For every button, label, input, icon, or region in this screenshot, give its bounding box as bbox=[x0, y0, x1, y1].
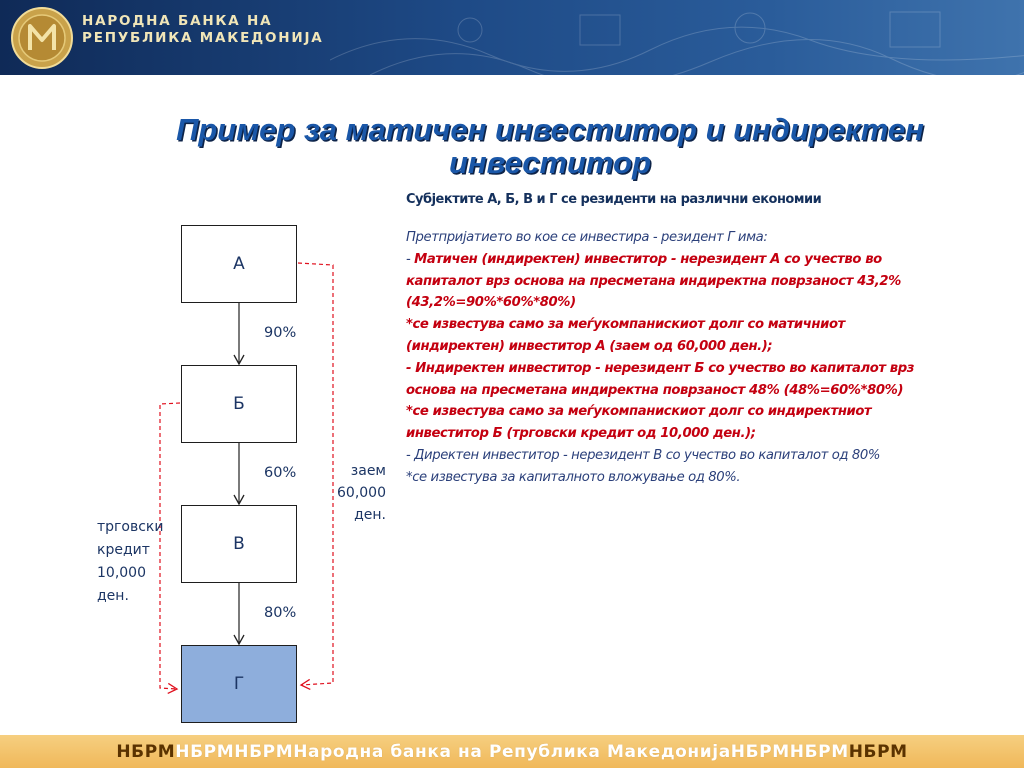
footer-abbr-4: НБРМ bbox=[730, 741, 790, 762]
text-line-1: Претпријатието во кое се инвестира - резидент Г има: bbox=[406, 230, 768, 245]
bank-name-line-2: РЕПУБЛИКА МАКЕДОНИЈА bbox=[82, 30, 324, 46]
text-line-2-dash: - bbox=[406, 251, 415, 267]
text-line-3: капиталот врз основа на пресметана индиректна поврзаност 43,2% bbox=[406, 273, 901, 289]
slide-title bbox=[140, 113, 960, 179]
slide-title-line-2: инвеститор bbox=[449, 145, 651, 180]
loan-label-line-1: заем bbox=[350, 463, 386, 479]
trade-credit-line-2: кредит bbox=[97, 542, 150, 558]
entity-box-a: А bbox=[181, 225, 297, 303]
entity-box-v: В bbox=[181, 505, 297, 583]
trade-credit-label bbox=[97, 516, 167, 608]
nbrm-logo-icon bbox=[10, 6, 74, 70]
loan-label-line-3: ден. bbox=[354, 507, 386, 523]
share-label-a-b: 90% bbox=[264, 325, 297, 341]
explanation-text bbox=[406, 227, 966, 489]
slide-title-line-1: Пример за матичен инвеститор и индиректен bbox=[176, 112, 924, 147]
footer-abbr-6: НБРМ bbox=[848, 741, 908, 762]
entity-box-b: Б bbox=[181, 365, 297, 443]
loan-label-line-2: 60,000 bbox=[337, 485, 386, 501]
loan-label bbox=[330, 460, 386, 526]
slide-subtitle: Субјектите А, Б, В и Г се резиденти на различни економии bbox=[406, 192, 822, 207]
text-line-9: *се известува само за меѓукомпанискиот долг со индиректниот bbox=[406, 404, 872, 420]
header-banner bbox=[0, 0, 1024, 75]
text-line-11: - Директен инвеститор - нерезидент В со учество во капиталот од 80% bbox=[406, 447, 880, 463]
text-line-10: инвеститор Б (трговски кредит од 10,000 ден.); bbox=[406, 426, 756, 442]
share-label-b-v: 60% bbox=[264, 465, 297, 481]
loan-dashed-arrow bbox=[298, 263, 333, 685]
text-line-5: *се известува само за меѓукомпанискиот долг со матичниот bbox=[406, 317, 845, 333]
entity-box-g: Г bbox=[181, 645, 297, 723]
text-line-8: основа на пресметана индиректна поврзаност 48% (48%=60%*80%) bbox=[406, 382, 904, 398]
footer-abbr-2: НБРМ bbox=[175, 741, 235, 762]
footer-abbr-1: НБРМ bbox=[116, 741, 176, 762]
text-line-6: (индиректен) инвеститор А (заем од 60,000 ден.); bbox=[406, 338, 773, 354]
text-line-7: - Индиректен инвеститор - нерезидент Б со учество во капиталот врз bbox=[406, 360, 915, 376]
share-label-v-g: 80% bbox=[264, 605, 297, 621]
trade-credit-line-3: 10,000 bbox=[97, 565, 146, 581]
text-line-2-main: Матичен (индиректен) инвеститор - нерезидент А со учество во bbox=[414, 251, 882, 267]
trade-credit-line-4: ден. bbox=[97, 588, 129, 604]
text-line-2 bbox=[406, 249, 966, 271]
footer-abbr-5: НБРМ bbox=[789, 741, 849, 762]
footer-abbr-3: НБРМ bbox=[234, 741, 294, 762]
trade-credit-line-1: трговски bbox=[97, 519, 164, 535]
footer-bank-name: Народна банка на Република Македонија bbox=[293, 741, 731, 762]
footer-banner bbox=[0, 735, 1024, 768]
text-line-12: *се известува за капиталното вложување од 80%. bbox=[406, 469, 741, 485]
header-decoration bbox=[330, 0, 1024, 75]
bank-name-line-1: НАРОДНА БАНКА НА bbox=[82, 13, 273, 29]
bank-name bbox=[82, 13, 324, 47]
text-line-4: (43,2%=90%*60%*80%) bbox=[406, 295, 576, 311]
